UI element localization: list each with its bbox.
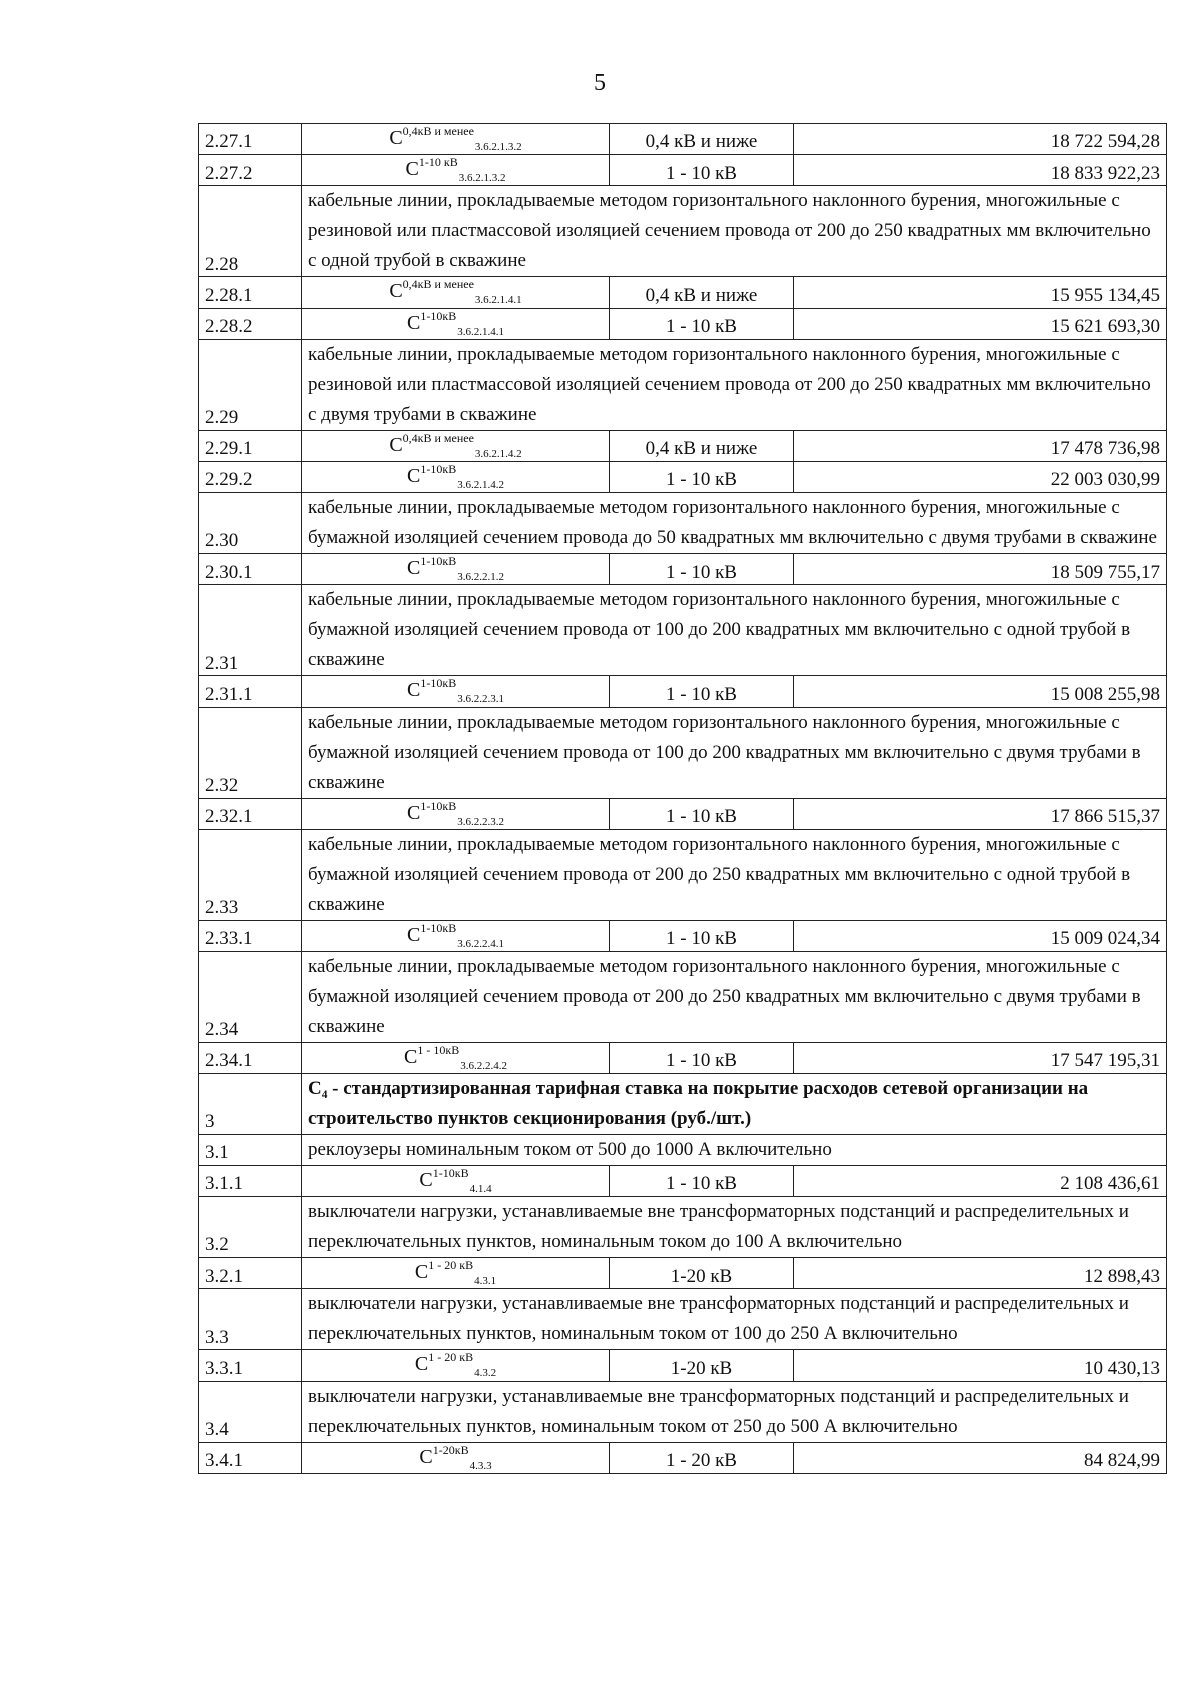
tariff-row — [199, 277, 1167, 308]
rate-voltage-superscript: 1 - 20 кВ — [428, 1350, 474, 1365]
tariff-row — [199, 155, 1167, 186]
rate-value: 15 009 024,34 — [794, 920, 1167, 951]
rate-voltage-superscript: 1-10кВ — [432, 1166, 469, 1181]
voltage-level: 1 - 10 кВ — [610, 1166, 794, 1197]
rate-symbol: C — [419, 1169, 433, 1192]
item-number: 2.28.2 — [199, 308, 302, 339]
rate-symbol: C — [389, 127, 403, 149]
item-number: 2.27.2 — [199, 155, 302, 186]
item-number: 2.29.2 — [199, 461, 302, 492]
rate-symbol-cell — [302, 1166, 610, 1197]
rate-value: 15 008 255,98 — [794, 676, 1167, 707]
item-number: 3.4.1 — [199, 1442, 302, 1473]
section-description: выключатели нагрузки, устанавливаемые вне трансформаторных подстанций и распределительных и переключательных пунктов, номинальным током от 250 до 500 А включительно — [302, 1381, 1167, 1442]
rate-code-subscript: 4.1.4 — [469, 1183, 492, 1196]
section-description: кабельные линии, прокладываемые методом горизонтального наклонного бурения, многожильные с бумажной изоляцией сечением провода от 200 до 250 квадратных мм включительно с одной трубой в скважине — [302, 829, 1167, 920]
section-description: реклоузеры номинальным током от 500 до 1000 А включительно — [302, 1135, 1167, 1166]
section-row — [199, 186, 1167, 277]
rate-symbol: C — [414, 1353, 429, 1376]
section-row — [199, 707, 1167, 798]
section-row — [199, 1381, 1167, 1442]
tariff-table-body — [199, 124, 1167, 1474]
rate-voltage-superscript: 1-10кВ — [420, 798, 457, 813]
rate-voltage-superscript: 1 - 20 кВ — [428, 1258, 474, 1273]
rate-code-subscript: 4.3.1 — [474, 1275, 497, 1288]
rate-symbol-cell — [302, 554, 610, 585]
item-number: 2.32 — [199, 707, 302, 798]
rate-symbol-cell — [302, 798, 610, 829]
item-number: 3.2 — [199, 1197, 302, 1258]
rate-value: 10 430,13 — [794, 1350, 1167, 1381]
item-number: 2.31 — [199, 585, 302, 676]
voltage-level: 0,4 кВ и ниже — [610, 277, 794, 308]
rate-symbol: C — [407, 923, 421, 946]
tariff-table — [198, 123, 1167, 1474]
tariff-row — [199, 124, 1167, 155]
rate-symbol-cell — [302, 676, 610, 707]
rate-code-subscript: 3.6.2.1.4.1 — [457, 325, 504, 338]
rate-symbol: C — [389, 433, 403, 456]
tariff-row — [199, 461, 1167, 492]
rate-voltage-superscript: 0,4кВ и менее — [402, 124, 474, 138]
rate-symbol-cell — [302, 124, 610, 155]
tariff-row — [199, 798, 1167, 829]
section-row — [199, 585, 1167, 676]
voltage-level: 1-20 кВ — [610, 1258, 794, 1289]
voltage-level: 1 - 10 кВ — [610, 798, 794, 829]
item-number: 2.30.1 — [199, 554, 302, 585]
section-row — [199, 339, 1167, 430]
rate-value: 17 866 515,37 — [794, 798, 1167, 829]
rate-code-subscript: 3.6.2.2.4.2 — [460, 1059, 507, 1072]
section-description: кабельные линии, прокладываемые методом горизонтального наклонного бурения, многожильные с резиновой или пластмассовой изоляцией сечением провода от 200 до 250 квадратных мм включительно с одной трубой в скважине — [302, 186, 1167, 277]
rate-value: 15 621 693,30 — [794, 308, 1167, 339]
rate-symbol-cell — [302, 920, 610, 951]
item-number: 2.29.1 — [199, 430, 302, 461]
rate-symbol-cell — [302, 277, 610, 308]
voltage-level: 1 - 10 кВ — [610, 155, 794, 186]
rate-symbol: C — [407, 679, 421, 702]
tariff-row — [199, 1042, 1167, 1073]
rate-value: 12 898,43 — [794, 1258, 1167, 1289]
rate-symbol-cell — [302, 1042, 610, 1073]
rate-symbol-cell — [302, 1258, 610, 1289]
rate-value: 84 824,99 — [794, 1442, 1167, 1473]
rate-code-subscript: 3.6.2.1.3.2 — [458, 172, 506, 185]
rate-code-subscript: 3.6.2.1.4.1 — [474, 294, 522, 307]
voltage-level: 0,4 кВ и ниже — [610, 124, 794, 155]
rate-voltage-superscript: 1-10кВ — [420, 461, 457, 476]
rate-code-subscript: 3.6.2.1.3.2 — [474, 141, 522, 153]
rate-value: 18 509 755,17 — [794, 554, 1167, 585]
rate-symbol: C — [407, 464, 421, 487]
rate-symbol: C — [405, 158, 419, 181]
item-number: 3 — [199, 1074, 302, 1135]
voltage-level: 1 - 20 кВ — [610, 1442, 794, 1473]
voltage-level: 1 - 10 кВ — [610, 676, 794, 707]
rate-symbol-cell — [302, 1442, 610, 1473]
rate-code-subscript: 3.6.2.2.3.2 — [457, 815, 504, 828]
rate-code-subscript: 3.6.2.2.3.1 — [457, 693, 504, 706]
voltage-level: 1 - 10 кВ — [610, 554, 794, 585]
item-number: 3.1.1 — [199, 1166, 302, 1197]
rate-symbol-cell — [302, 430, 610, 461]
rate-code-subscript: 3.6.2.1.4.2 — [474, 447, 522, 460]
rate-voltage-superscript: 1-10кВ — [420, 554, 457, 569]
section-description: кабельные линии, прокладываемые методом горизонтального наклонного бурения, многожильные с бумажной изоляцией сечением провода от 200 до 250 квадратных мм включительно с двумя трубами в скважине — [302, 951, 1167, 1042]
rate-voltage-superscript: 1-10кВ — [420, 676, 457, 691]
rate-symbol: C — [419, 1445, 433, 1468]
item-number: 3.3 — [199, 1289, 302, 1350]
rate-symbol: C — [407, 557, 421, 580]
rate-value: 15 955 134,45 — [794, 277, 1167, 308]
rate-symbol-cell — [302, 461, 610, 492]
item-number: 2.34.1 — [199, 1042, 302, 1073]
item-number: 2.33.1 — [199, 920, 302, 951]
section-description: выключатели нагрузки, устанавливаемые вне трансформаторных подстанций и распределительных и переключательных пунктов, номинальным током до 100 А включительно — [302, 1197, 1167, 1258]
voltage-level: 1 - 10 кВ — [610, 1042, 794, 1073]
rate-voltage-superscript: 1-10кВ — [420, 308, 457, 323]
rate-value: 17 547 195,31 — [794, 1042, 1167, 1073]
item-number: 3.4 — [199, 1381, 302, 1442]
section-description: кабельные линии, прокладываемые методом горизонтального наклонного бурения, многожильные с бумажной изоляцией сечением провода от 100 до 200 квадратных мм включительно с одной трубой в скважине — [302, 585, 1167, 676]
voltage-level: 0,4 кВ и ниже — [610, 430, 794, 461]
voltage-level: 1-20 кВ — [610, 1350, 794, 1381]
section-description: выключатели нагрузки, устанавливаемые вне трансформаторных подстанций и распределительных и переключательных пунктов, номинальным током от 100 до 250 А включительно — [302, 1289, 1167, 1350]
rate-symbol: C — [389, 280, 403, 303]
tariff-row — [199, 920, 1167, 951]
item-number: 2.32.1 — [199, 798, 302, 829]
tariff-row — [199, 1350, 1167, 1381]
section-description: кабельные линии, прокладываемые методом горизонтального наклонного бурения, многожильные с бумажной изоляцией сечением провода до 50 квадратных мм включительно с двумя трубами в скважине — [302, 493, 1167, 554]
section-row — [199, 1197, 1167, 1258]
rate-value: 18 833 922,23 — [794, 155, 1167, 186]
page-number: 5 — [594, 70, 606, 96]
rate-symbol: C — [407, 311, 421, 334]
rate-code-subscript: 3.6.2.2.4.1 — [457, 937, 504, 950]
rate-value: 22 003 030,99 — [794, 461, 1167, 492]
tariff-row — [199, 1442, 1167, 1473]
item-number: 2.30 — [199, 493, 302, 554]
rate-value: 2 108 436,61 — [794, 1166, 1167, 1197]
section-description: кабельные линии, прокладываемые методом горизонтального наклонного бурения, многожильные с резиновой или пластмассовой изоляцией сечением провода от 200 до 250 квадратных мм включительно с двумя трубами в скважине — [302, 339, 1167, 430]
tariff-row — [199, 430, 1167, 461]
item-number: 2.28.1 — [199, 277, 302, 308]
item-number: 2.33 — [199, 829, 302, 920]
rate-code-subscript: 3.6.2.1.4.2 — [457, 478, 504, 491]
tariff-row — [199, 1258, 1167, 1289]
item-number: 2.34 — [199, 951, 302, 1042]
rate-code-subscript: 4.3.2 — [474, 1367, 497, 1380]
section-description: C₄ - стандартизированная тарифная ставка на покрытие расходов сетевой организации на строительство пунктов секционирования (руб./шт.) — [302, 1074, 1167, 1135]
rate-voltage-superscript: 0,4кВ и менее — [402, 277, 474, 292]
rate-symbol: C — [404, 1045, 418, 1068]
rate-voltage-superscript: 1-10кВ — [420, 920, 457, 935]
rate-value: 18 722 594,28 — [794, 124, 1167, 155]
item-number: 2.29 — [199, 339, 302, 430]
rate-symbol-cell — [302, 1350, 610, 1381]
tariff-row — [199, 676, 1167, 707]
rate-voltage-superscript: 1 - 10кВ — [417, 1042, 460, 1057]
section-description: кабельные линии, прокладываемые методом горизонтального наклонного бурения, многожильные с бумажной изоляцией сечением провода от 100 до 200 квадратных мм включительно с двумя трубами в скважине — [302, 707, 1167, 798]
item-number: 3.1 — [199, 1135, 302, 1166]
item-number: 3.3.1 — [199, 1350, 302, 1381]
item-number: 2.27.1 — [199, 124, 302, 155]
voltage-level: 1 - 10 кВ — [610, 920, 794, 951]
rate-symbol-cell — [302, 155, 610, 186]
section-row — [199, 1135, 1167, 1166]
rate-symbol: C — [407, 801, 421, 824]
section-row — [199, 1074, 1167, 1135]
section-row — [199, 829, 1167, 920]
rate-symbol: C — [414, 1261, 429, 1284]
item-number: 3.2.1 — [199, 1258, 302, 1289]
rate-code-subscript: 3.6.2.2.1.2 — [457, 571, 504, 584]
tariff-row — [199, 1166, 1167, 1197]
rate-value: 17 478 736,98 — [794, 430, 1167, 461]
rate-voltage-superscript: 1-10 кВ — [418, 155, 458, 170]
section-row — [199, 493, 1167, 554]
item-number: 2.31.1 — [199, 676, 302, 707]
voltage-level: 1 - 10 кВ — [610, 461, 794, 492]
tariff-row — [199, 554, 1167, 585]
section-row — [199, 951, 1167, 1042]
voltage-level: 1 - 10 кВ — [610, 308, 794, 339]
rate-code-subscript: 4.3.3 — [469, 1459, 492, 1472]
rate-voltage-superscript: 1-20кВ — [432, 1442, 469, 1457]
tariff-row — [199, 308, 1167, 339]
section-row — [199, 1289, 1167, 1350]
rate-voltage-superscript: 0,4кВ и менее — [402, 430, 474, 445]
rate-symbol-cell — [302, 308, 610, 339]
item-number: 2.28 — [199, 186, 302, 277]
